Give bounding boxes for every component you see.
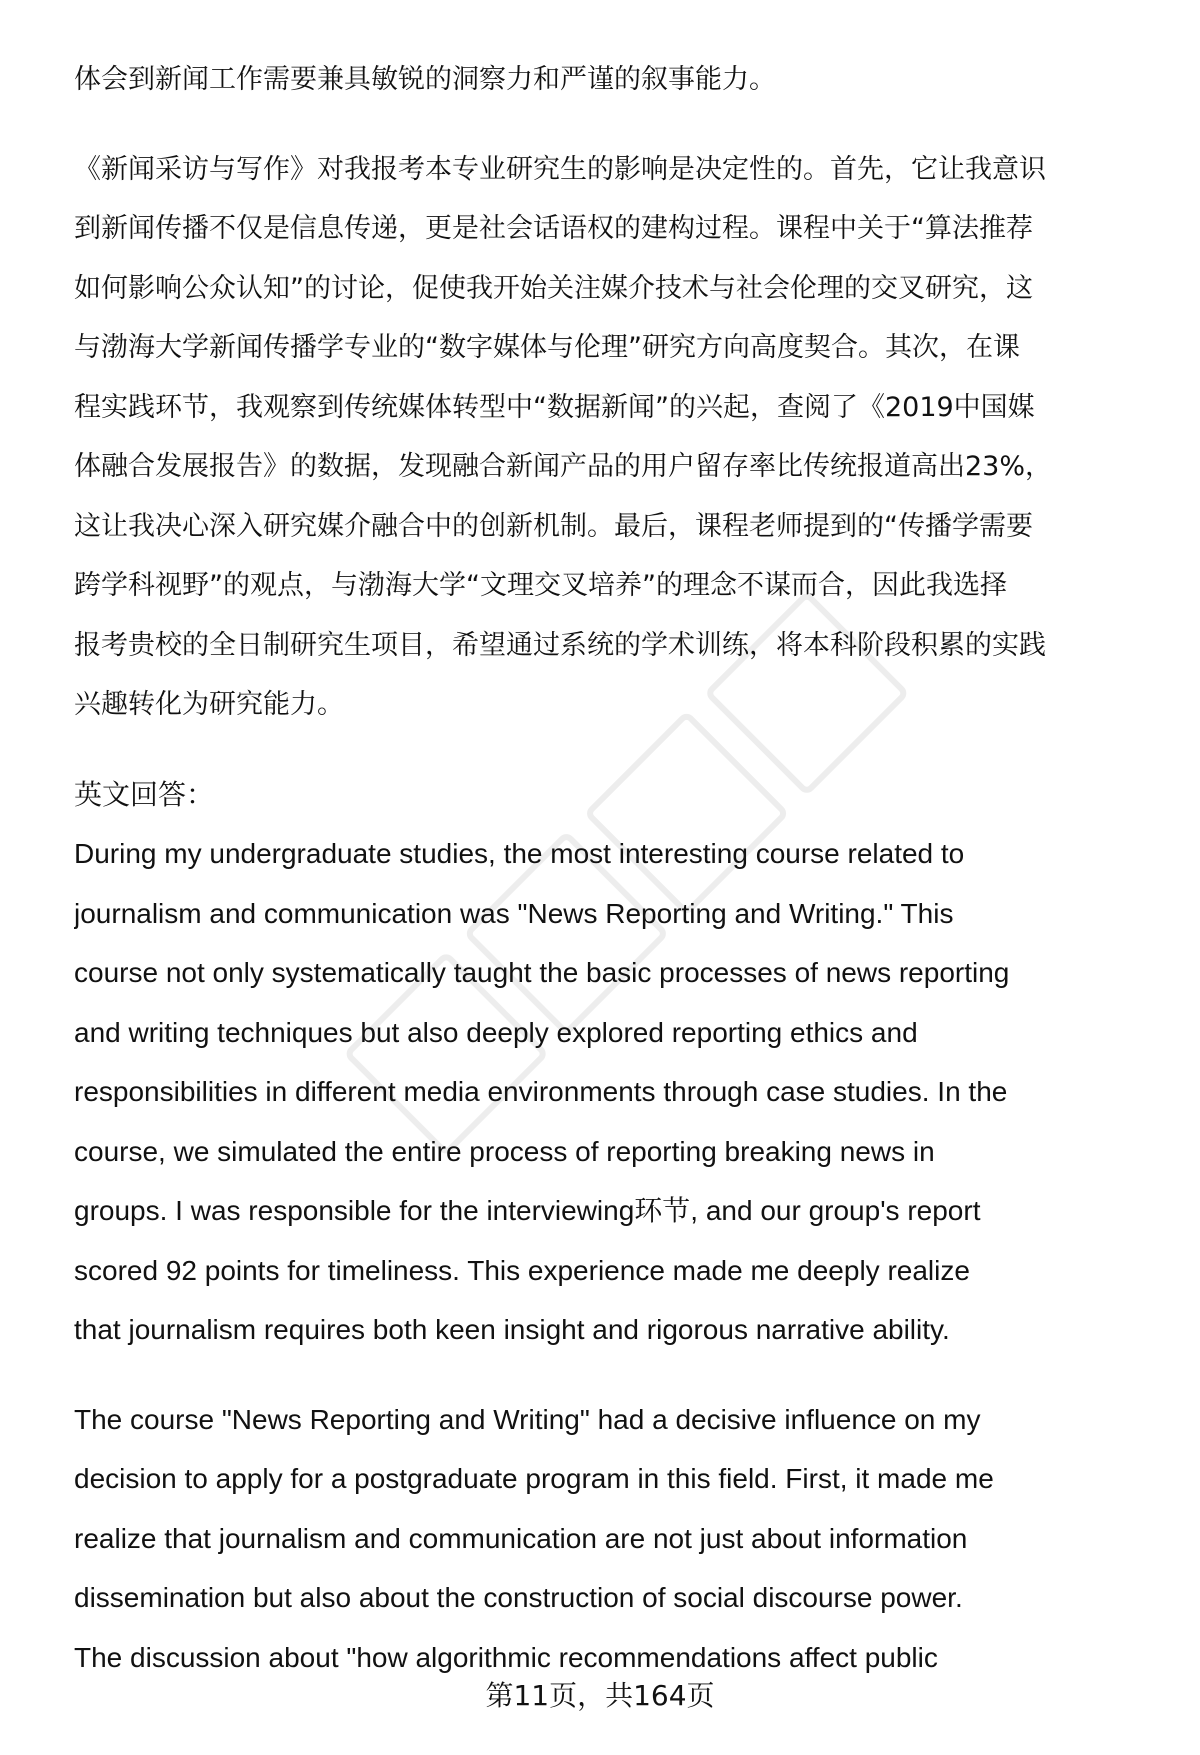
text-line: and writing techniques but also deeply explored reporting ethics and bbox=[74, 1016, 918, 1048]
text-line: journalism and communication was "News Reporting and Writing." This bbox=[74, 897, 954, 929]
page-number: 第11页，共164页 bbox=[485, 1679, 715, 1712]
text-line: 英文回答： bbox=[74, 778, 215, 810]
text-line: course not only systematically taught the basic processes of news reporting bbox=[74, 957, 1010, 988]
text-line: responsibilities in different media environments through case studies. In the bbox=[74, 1076, 1008, 1107]
text-line: course, we simulated the entire process of reporting breaking news in bbox=[74, 1135, 935, 1167]
paragraph bbox=[74, 140, 1164, 735]
document-body bbox=[74, 50, 1164, 1717]
text-line: 程实践环节，我观察到传统媒体转型中“数据新闻”的兴起，查阅了《2019中国媒 bbox=[74, 391, 1035, 423]
text-line: 这让我决心深入研究媒介融合中的创新机制。最后，课程老师提到的“传播学需要 bbox=[74, 510, 1033, 542]
text-line: The discussion about "how algorithmic recommendations affect public bbox=[74, 1641, 938, 1673]
text-line: The course "News Reporting and Writing" had a decisive influence on my bbox=[74, 1403, 981, 1435]
text-line: realize that journalism and communication are not just about information bbox=[74, 1522, 968, 1554]
text-line: 体融合发展报告》的数据，发现融合新闻产品的用户留存率比传统报道高出23%， bbox=[74, 451, 1053, 482]
text-line: groups. I was responsible for the interviewing环节, and our group's report bbox=[74, 1195, 981, 1226]
paragraph bbox=[74, 50, 1164, 110]
text-line: 跨学科视野”的观点，与渤海大学“文理交叉培养”的理念不谋而合，因此我选择 bbox=[74, 570, 1007, 601]
text-line: scored 92 points for timeliness. This experience made me deeply realize bbox=[74, 1254, 970, 1286]
text-line: decision to apply for a postgraduate program in this field. First, it made me bbox=[74, 1463, 994, 1494]
text-line: 《新闻采访与写作》对我报考本专业研究生的影响是决定性的。首先，它让我意识 bbox=[74, 153, 1046, 185]
text-line: that journalism requires both keen insight and rigorous narrative ability. bbox=[74, 1314, 950, 1345]
paragraph bbox=[74, 1390, 1164, 1688]
text-line: During my undergraduate studies, the most interesting course related to bbox=[74, 838, 965, 869]
text-line: 体会到新闻工作需要兼具敏锐的洞察力和严谨的叙事能力。 bbox=[74, 64, 776, 95]
text-line: 与渤海大学新闻传播学专业的“数字媒体与伦理”研究方向高度契合。其次，在课 bbox=[74, 332, 1020, 363]
text-line: 报考贵校的全日制研究生项目，希望通过系统的学术训练，将本科阶段积累的实践 bbox=[74, 629, 1046, 661]
text-line: 到新闻传播不仅是信息传递，更是社会话语权的建构过程。课程中关于“算法推荐 bbox=[74, 213, 1033, 244]
text-line: dissemination but also about the construction of social discourse power. bbox=[74, 1582, 963, 1613]
text-line: 如何影响公众认知”的讨论，促使我开始关注媒介技术与社会伦理的交叉研究，这 bbox=[74, 272, 1033, 304]
text-line: 兴趣转化为研究能力。 bbox=[74, 689, 344, 720]
paragraph bbox=[74, 765, 1164, 1360]
